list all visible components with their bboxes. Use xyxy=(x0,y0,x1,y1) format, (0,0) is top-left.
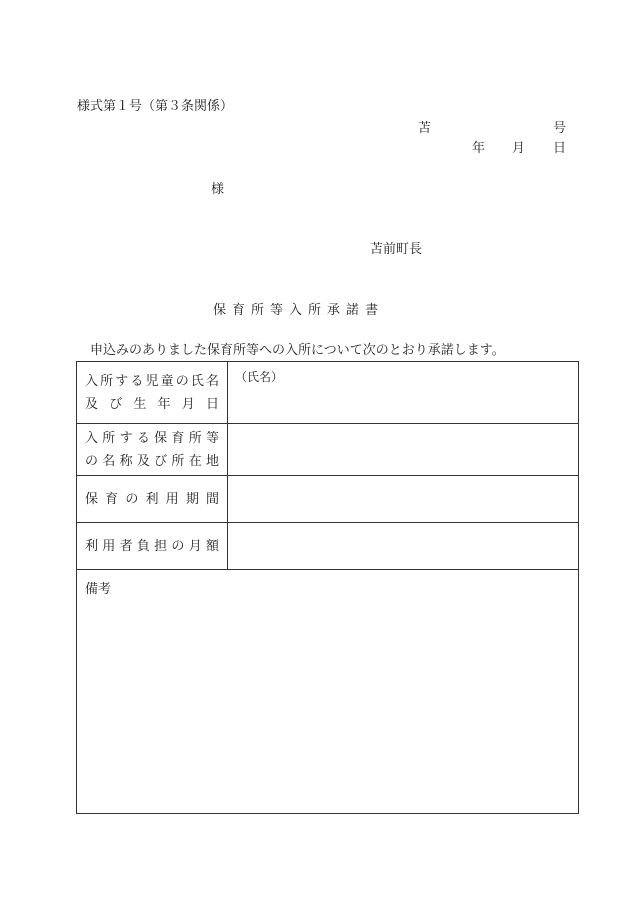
form-number: 様式第１号（第３条関係） xyxy=(77,99,234,114)
remarks-label: 備考 xyxy=(85,582,112,597)
approval-form-table xyxy=(76,361,579,814)
period-value-cell xyxy=(228,476,578,522)
label-line: 入所する児童の氏名 xyxy=(85,373,219,389)
facility-value-cell xyxy=(228,424,578,475)
issuer-name: 苫前町長 xyxy=(370,242,423,257)
document-number-suffix: 号 xyxy=(553,121,567,136)
child-name-value-cell xyxy=(228,362,578,423)
label-cell xyxy=(77,424,228,475)
remarks-area xyxy=(77,570,578,813)
date-day-label: 日 xyxy=(553,141,567,156)
label-line: 保育の利用期間 xyxy=(85,491,219,507)
label-cell xyxy=(77,523,228,569)
intro-text: 申込みのありました保育所等への入所について次のとおり承諾します。 xyxy=(90,343,505,358)
recipient-honorific: 様 xyxy=(211,182,225,197)
label-cell xyxy=(77,362,228,423)
date-month-label: 月 xyxy=(512,141,526,156)
fee-value-cell xyxy=(228,523,578,569)
document-number-prefix: 苫 xyxy=(418,121,432,136)
table-row-facility xyxy=(77,424,578,476)
table-row-fee xyxy=(77,523,578,570)
date-year-label: 年 xyxy=(472,141,486,156)
table-row-period xyxy=(77,476,578,523)
label-line: の名称及び所在地 xyxy=(85,453,219,469)
document-title: 保育所等入所承諾書 xyxy=(213,303,385,318)
label-line: 利用者負担の月額 xyxy=(85,538,219,554)
name-hint: （氏名） xyxy=(235,370,284,384)
label-line: 及び生年月日 xyxy=(85,396,219,412)
label-line: 入所する保育所等 xyxy=(85,430,219,446)
table-row-child-name xyxy=(77,362,578,424)
label-cell xyxy=(77,476,228,522)
